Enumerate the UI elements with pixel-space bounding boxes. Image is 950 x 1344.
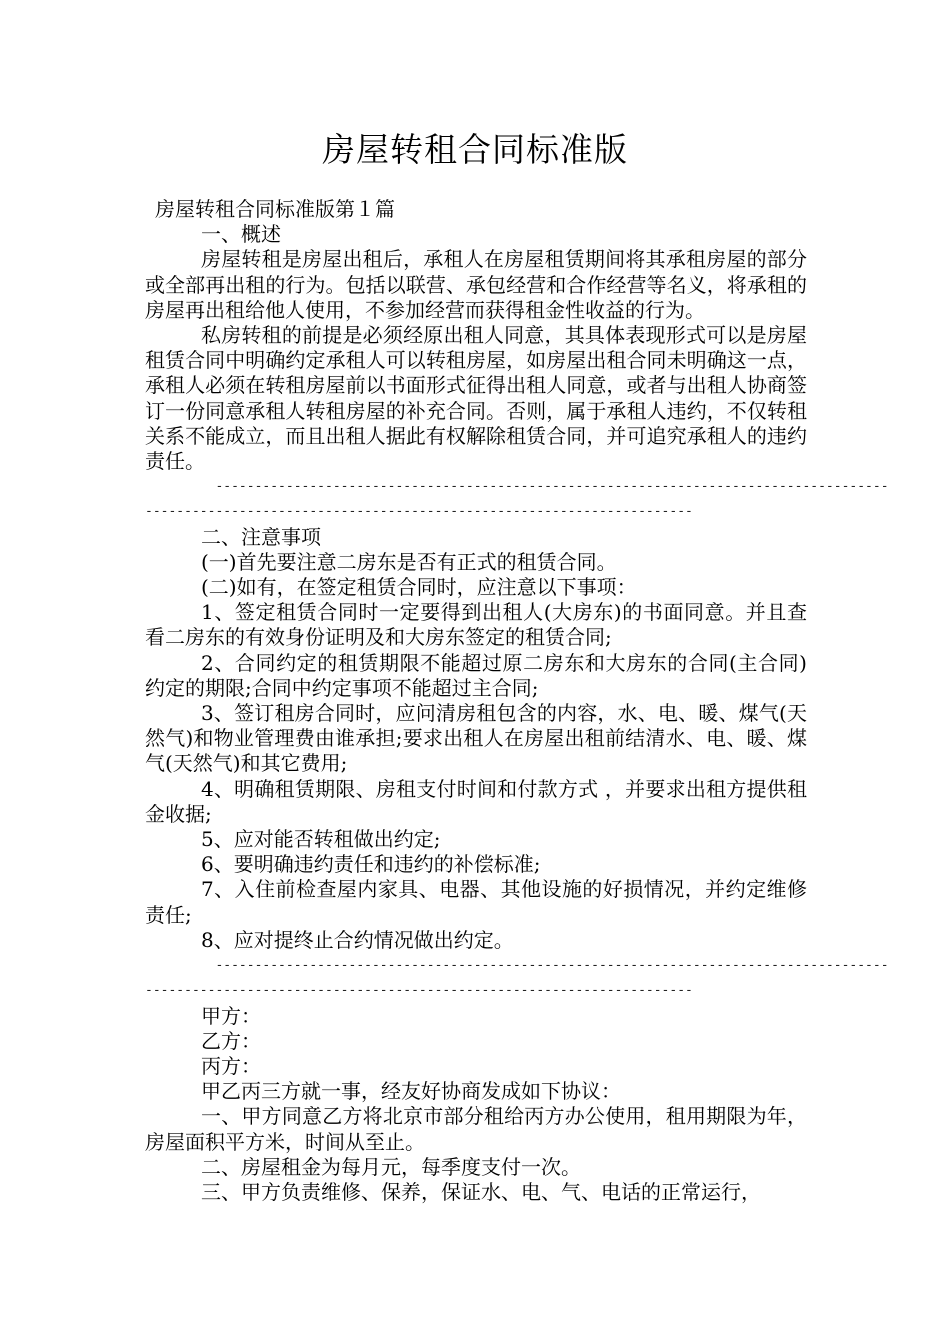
clause: 三、甲方负责维修、保养，保证水、电、气、电话的正常运行， bbox=[201, 1179, 761, 1204]
section-heading-overview: 一、概述 bbox=[201, 222, 281, 247]
list-item: 1、签定租赁合同时一定要得到出租人(大房东)的书面同意。并且查看二房东的有效身份证明及和大房东签定的租赁合同; bbox=[145, 600, 807, 650]
paragraph: 私房转租的前提是必须经原出租人同意，其具体表现形式可以是房屋租赁合同中明确约定承租人可以转租房屋，如房屋出租合同未明确这一点，承租人必须在转租房屋前以书面形式征得出租人同意，或者与出租人协商签订一份同意承租人转租房屋的补充合同。否则，属于承租人违约，不仅转租关系不能成立，而且出租人据此有权解除租赁合同，并可追究承租人的违约责任。 bbox=[145, 323, 807, 474]
list-item: 4、明确租赁期限、房租支付时间和付款方式 ，并要求出租方提供租金收据; bbox=[145, 776, 807, 826]
list-item: 2、合同约定的租赁期限不能超过原二房东和大房东的合同(主合同)约定的期限;合同中约定事项不能超过主合同; bbox=[145, 650, 807, 700]
list-item: 8、应对提终止合约情况做出约定。 bbox=[201, 927, 514, 952]
clause: 二、房屋租金为每月元，每季度支付一次。 bbox=[201, 1154, 581, 1179]
document-body bbox=[145, 197, 889, 1205]
dashed-separator-line: ---------------------------------------------------------------------- bbox=[145, 983, 693, 999]
dashed-separator-line: ---------------------------------------------------------------------- bbox=[145, 504, 693, 520]
section-heading-notes: 二、注意事项 bbox=[201, 524, 321, 549]
document-subtitle: 房屋转租合同标准版第１篇 bbox=[155, 197, 395, 221]
paragraph: (一)首先要注意二房东是否有正式的租赁合同。 bbox=[201, 549, 617, 574]
party-a-field: 甲方： bbox=[201, 1003, 261, 1028]
list-item: 5、应对能否转租做出约定; bbox=[201, 827, 441, 852]
dashed-separator-line: -------------------------------------------------------------------------------------- bbox=[145, 958, 889, 974]
party-b-field: 乙方： bbox=[201, 1028, 261, 1053]
list-item: 6、要明确违约责任和违约的补偿标准; bbox=[201, 852, 541, 877]
paragraph: 甲乙丙三方就一事，经友好协商发成如下协议： bbox=[201, 1079, 621, 1104]
paragraph: 房屋转租是房屋出租后，承租人在房屋租赁期间将其承租房屋的部分或全部再出租的行为。包括以联营、承包经营和合作经营等名义，将承租的房屋再出租给他人使用，不参加经营而获得租金性收益的行为。 bbox=[145, 247, 807, 322]
document-title: 房屋转租合同标准版 bbox=[322, 130, 628, 169]
list-item: 7、入住前检查屋内家具、电器、其他设施的好损情况，并约定维修责任; bbox=[145, 877, 807, 927]
dashed-separator-line: -------------------------------------------------------------------------------------- bbox=[145, 479, 889, 495]
paragraph: (二)如有，在签定租赁合同时，应注意以下事项： bbox=[201, 575, 637, 600]
list-item: 3、签订租房合同时，应问清房租包含的内容，水、电、暖、煤气(天然气)和物业管理费由谁承担;要求出租人在房屋出租前结清水、电、暖、煤气(天然气)和其它费用; bbox=[145, 701, 807, 776]
clause: 一、甲方同意乙方将北京市部分租给丙方办公使用，租用期限为年，房屋面积平方米，时间从至止。 bbox=[145, 1104, 807, 1154]
party-c-field: 丙方： bbox=[201, 1053, 261, 1078]
